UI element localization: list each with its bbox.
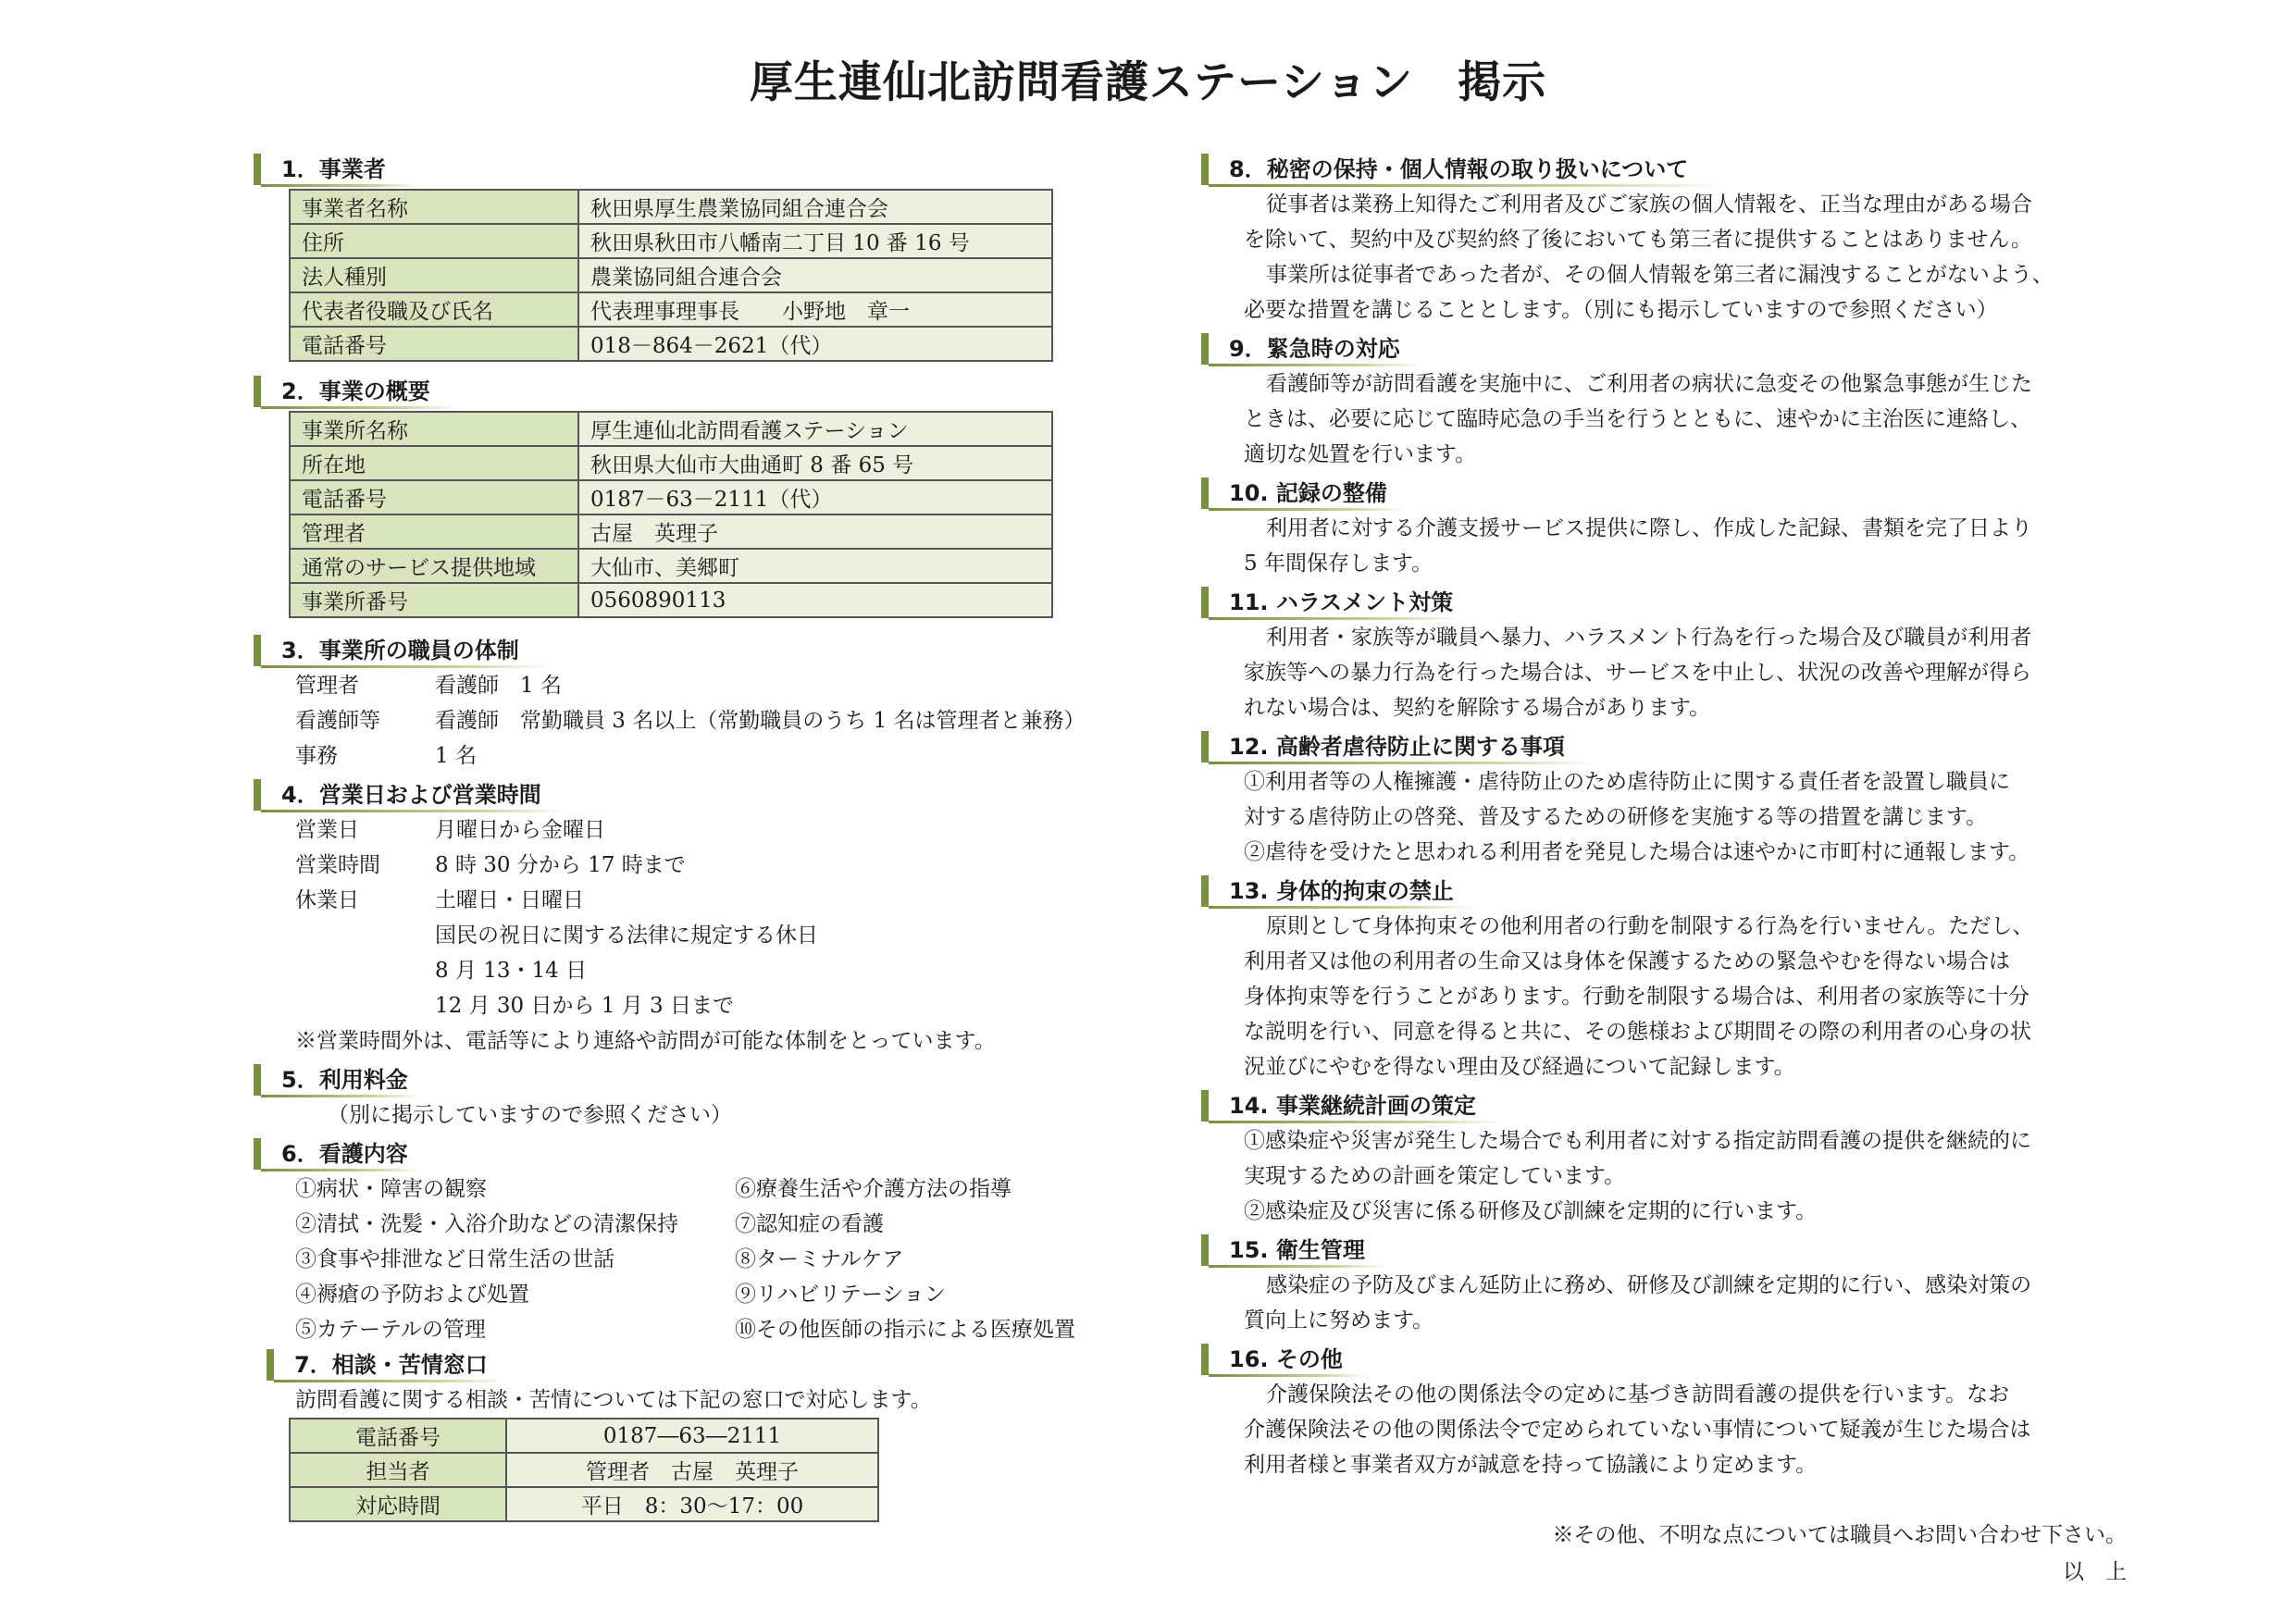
table-row xyxy=(290,514,1052,549)
body-line: ①感染症や災害が発生した場合でも利用者に対する指定訪問看護の提供を継続的に xyxy=(1244,1129,2031,1153)
care-item: ④褥瘡の予防および処置 xyxy=(295,1283,529,1307)
body-line: 従事者は業務上知得たご利用者及びご家族の個人情報を、正当な理由がある場合 xyxy=(1266,192,2032,217)
table-key: 電話番号 xyxy=(290,480,578,514)
table-key: 所在地 xyxy=(290,446,578,480)
table-value: 代表理事理事長 小野地 章一 xyxy=(578,292,1052,327)
table-value: 0187―63―2111 xyxy=(506,1419,878,1453)
footer-note: ※その他、不明な点については職員へお問い合わせ下さい。 xyxy=(1552,1523,2127,1547)
table-row xyxy=(290,583,1052,617)
table-key: 事業者名称 xyxy=(290,190,578,224)
table-row xyxy=(290,480,1052,514)
body-line: 5 年間保存します。 xyxy=(1244,552,1433,576)
body-line: 適切な処置を行います。 xyxy=(1244,442,1477,466)
footer-end: 以 上 xyxy=(2063,1560,2127,1584)
care-item: ⑥療養生活や介護方法の指導 xyxy=(735,1177,1011,1201)
table-value: 018－864－2621（代） xyxy=(578,327,1052,361)
body-line: 原則として身体拘束その他利用者の行動を制限する行為を行いません。ただし、 xyxy=(1266,914,2034,938)
body-line: 事業所は従事者であった者が、その個人情報を第三者に漏洩することがないよう、 xyxy=(1266,263,2054,287)
staff-detail: 看護師 常勤職員 3 名以上（常勤職員のうち 1 名は管理者と兼務） xyxy=(435,709,1086,733)
table-value: 0560890113 xyxy=(578,583,1052,617)
staff-role: 看護師等 xyxy=(295,709,380,733)
staff-detail: 1 名 xyxy=(435,744,477,768)
section-15-heading: 15. 衛生管理 xyxy=(1201,1234,1386,1266)
body-line: 質向上に努めます。 xyxy=(1244,1308,1434,1333)
table-row xyxy=(290,549,1052,583)
table-value: 0187－63－2111（代） xyxy=(578,480,1052,514)
table-row xyxy=(290,1487,878,1521)
table-value: 秋田県大仙市大曲通町 8 番 65 号 xyxy=(578,446,1052,480)
fee-note: （別に掲示していますので参照ください） xyxy=(328,1103,732,1127)
table-value: 大仙市、美郷町 xyxy=(578,549,1052,583)
staff-role: 事務 xyxy=(295,744,338,768)
body-line: 介護保険法その他の関係法令で定められていない事情について疑義が生じた場合は xyxy=(1244,1418,2031,1442)
table-key: 事業所名称 xyxy=(290,412,578,446)
body-line: れない場合は、契約を解除する場合があります。 xyxy=(1244,696,1711,720)
operator-table xyxy=(289,189,1053,362)
body-line: 対する虐待防止の啓発、普及するための研修を実施する等の措置を講じます。 xyxy=(1244,805,1988,829)
care-item: ⑩その他医師の指示による医療処置 xyxy=(735,1318,1075,1342)
body-line: 利用者・家族等が職員へ暴力、ハラスメント行為を行った場合及び職員が利用者 xyxy=(1266,626,2032,650)
section-4-heading: 4．営業日および営業時間 xyxy=(254,779,568,811)
table-value: 農業協同組合連合会 xyxy=(578,258,1052,292)
body-line: 利用者に対する介護支援サービス提供に際し、作成した記録、書類を完了日より xyxy=(1266,516,2032,540)
body-line: ①利用者等の人権擁護・虐待防止のため虐待防止に関する責任者を設置し職員に xyxy=(1244,770,2010,794)
table-row xyxy=(290,258,1052,292)
business-summary-table xyxy=(289,411,1053,618)
table-value: 厚生連仙北訪問看護ステーション xyxy=(578,412,1052,446)
hours-value: 土曜日・日曜日 xyxy=(435,888,584,912)
table-row xyxy=(290,1453,878,1487)
table-key: 対応時間 xyxy=(290,1487,506,1521)
section-5-heading: 5．利用料金 xyxy=(254,1064,420,1096)
hours-value: 12 月 30 日から 1 月 3 日まで xyxy=(435,994,734,1018)
consultation-table xyxy=(289,1418,879,1522)
table-row xyxy=(290,412,1052,446)
page-title: 厚生連仙北訪問看護ステーション 掲示 xyxy=(749,57,1547,108)
table-value: 秋田県厚生農業協同組合連合会 xyxy=(578,190,1052,224)
section-6-heading: 6．看護内容 xyxy=(254,1138,420,1170)
hours-value: 国民の祝日に関する法律に規定する休日 xyxy=(435,924,818,948)
hours-value: 8 時 30 分から 17 時まで xyxy=(435,853,686,877)
table-key: 管理者 xyxy=(290,514,578,549)
body-line: 感染症の予防及びまん延防止に務め、研修及び訓練を定期的に行い、感染対策の xyxy=(1266,1273,2032,1297)
section-10-heading: 10. 記録の整備 xyxy=(1201,477,1405,509)
section-8-heading: 8．秘密の保持・個人情報の取り扱いについて xyxy=(1201,154,1729,185)
care-item: ⑦認知症の看護 xyxy=(735,1212,884,1236)
body-line: 利用者又は他の利用者の生命又は身体を保護するための緊急やむを得ない場合は xyxy=(1244,949,2010,973)
body-line: 家族等への暴力行為を行った場合は、サービスを中止し、状況の改善や理解が得ら xyxy=(1244,661,2031,685)
body-line: 実現するための計画を策定しています。 xyxy=(1244,1164,1626,1188)
body-line: ②虐待を受けたと思われる利用者を発見した場合は速やかに市町村に通報します。 xyxy=(1244,840,2030,864)
table-key: 事業所番号 xyxy=(290,583,578,617)
hours-value: 8 月 13・14 日 xyxy=(435,959,588,983)
body-line: ときは、必要に応じて臨時応急の手当を行うとともに、速やかに主治医に連絡し、 xyxy=(1244,407,2031,431)
table-value: 古屋 英理子 xyxy=(578,514,1052,549)
section-2-heading: 2．事業の概要 xyxy=(254,376,457,407)
care-item: ⑧ターミナルケア xyxy=(735,1247,904,1271)
section-1-heading: 1．事業者 xyxy=(254,154,420,185)
hours-label: 営業日 xyxy=(295,818,359,842)
consultation-note: 訪問看護に関する相談・苦情については下記の窓口で対応します。 xyxy=(295,1388,932,1412)
body-line: 看護師等が訪問看護を実施中に、ご利用者の病状に急変その他緊急事態が生じた xyxy=(1266,372,2032,396)
table-row xyxy=(290,190,1052,224)
table-key: 通常のサービス提供地域 xyxy=(290,549,578,583)
section-12-heading: 12. 高齢者虐待防止に関する事項 xyxy=(1201,731,1599,762)
section-9-heading: 9．緊急時の対応 xyxy=(1201,333,1423,365)
table-key: 電話番号 xyxy=(290,327,578,361)
table-row xyxy=(290,446,1052,480)
staff-detail: 看護師 1 名 xyxy=(435,674,562,698)
hours-value: 月曜日から金曜日 xyxy=(435,818,605,842)
table-row xyxy=(290,224,1052,258)
body-line: 必要な措置を講じることとします。（別にも掲示していますので参照ください） xyxy=(1244,298,1998,322)
body-line: 身体拘束等を行うことがあります。行動を制限する場合は、利用者の家族等に十分 xyxy=(1244,985,2030,1009)
body-line: 介護保険法その他の関係法令の定めに基づき訪問看護の提供を行います。なお xyxy=(1266,1382,2010,1407)
table-value: 管理者 古屋 英理子 xyxy=(506,1453,878,1487)
table-value: 平日 8：30～17：00 xyxy=(506,1487,878,1521)
care-item: ⑨リハビリテーション xyxy=(735,1283,946,1307)
hours-note: ※営業時間外は、電話等により連絡や訪問が可能な体制をとっています。 xyxy=(295,1029,996,1053)
section-13-heading: 13. 身体的拘束の禁止 xyxy=(1201,875,1479,907)
table-key: 代表者役職及び氏名 xyxy=(290,292,578,327)
table-value: 秋田県秋田市八幡南二丁目 10 番 16 号 xyxy=(578,224,1052,258)
staff-role: 管理者 xyxy=(295,674,359,698)
table-row xyxy=(290,1419,878,1453)
hours-label: 休業日 xyxy=(295,888,359,912)
care-item: ③食事や排泄など日常生活の世話 xyxy=(295,1247,614,1271)
hours-label: 営業時間 xyxy=(295,853,380,877)
table-key: 電話番号 xyxy=(290,1419,506,1453)
section-7-heading: 7．相談・苦情窓口 xyxy=(267,1349,507,1381)
table-key: 法人種別 xyxy=(290,258,578,292)
table-key: 住所 xyxy=(290,224,578,258)
care-item: ⑤カテーテルの管理 xyxy=(295,1318,486,1342)
body-line: な説明を行い、同意を得ると共に、その態様および期間その際の利用者の心身の状 xyxy=(1244,1020,2031,1044)
table-row xyxy=(290,292,1052,327)
care-item: ②清拭・洗髪・入浴介助などの清潔保持 xyxy=(295,1212,678,1236)
body-line: ②感染症及び災害に係る研修及び訓練を定期的に行います。 xyxy=(1244,1199,1818,1223)
table-row xyxy=(290,327,1052,361)
section-16-heading: 16. その他 xyxy=(1201,1344,1368,1375)
section-3-heading: 3．事業所の職員の体制 xyxy=(254,635,550,666)
body-line: 利用者様と事業者双方が誠意を持って協議により定めます。 xyxy=(1244,1453,1818,1477)
body-line: を除いて、契約中及び契約終了後においても第三者に提供することはありません。 xyxy=(1244,228,2032,252)
body-line: 況並びにやむを得ない理由及び経過について記録します。 xyxy=(1244,1055,1795,1079)
table-key: 担当者 xyxy=(290,1453,506,1487)
section-11-heading: 11. ハラスメント対策 xyxy=(1201,587,1460,618)
section-14-heading: 14. 事業継続計画の策定 xyxy=(1201,1090,1507,1122)
care-item: ①病状・障害の観察 xyxy=(295,1177,487,1201)
